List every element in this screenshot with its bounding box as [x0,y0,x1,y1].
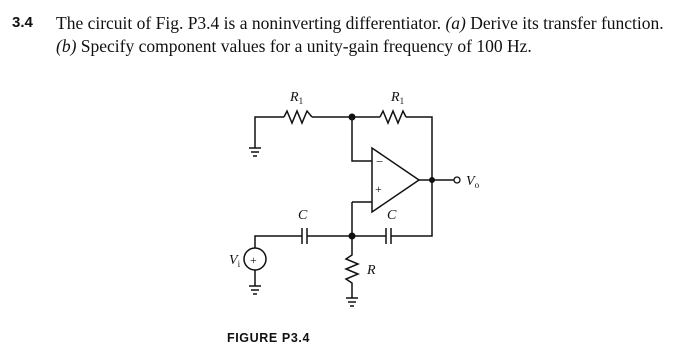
r1-right-label: $R_1$ [391,90,405,106]
c-right-label: C [387,208,397,223]
capacitor-c-left [297,228,312,244]
ground-symbol-source [249,286,261,294]
opamp-minus-sign: − [376,154,384,169]
part-b-text: Specify component values for a unity-gain frequency of 100 Hz. [76,36,532,56]
wire-node-to-c-right [352,220,381,236]
r-shunt-label: R [367,263,376,278]
wire-noninverting-input [352,202,372,220]
r1-left-label: $R_1$ [290,90,304,106]
vo-label: $V_o$ [466,174,480,190]
ground-symbol-top-left [249,148,261,156]
part-b-label: (b) [56,36,77,56]
part-a-label: (a) [445,13,466,33]
capacitor-c-right [381,228,396,244]
vi-top-wire [255,236,297,248]
vi-label: $V_i$ [229,253,241,269]
resistor-r1-left [284,111,312,123]
part-a-text: Derive its transfer function. [465,13,664,33]
figure-caption: FIGURE P3.4 [227,331,311,345]
problem-number: 3.4 [12,14,33,31]
output-terminal [454,177,460,183]
source-plus-sign: + [250,253,257,267]
resistor-r-shunt [346,236,358,298]
feedback-wire-top [406,117,432,180]
c-left-label: C [298,208,308,223]
opamp-plus-sign: + [375,182,382,196]
feedback-wire-bottom [396,180,432,236]
resistor-r1-right [380,111,406,123]
wire-inverting-input [352,117,372,161]
problem-text-intro: The circuit of Fig. P3.4 is a noninverting differentiator. [56,13,446,33]
left-ground-wire [255,117,284,148]
ground-symbol-shunt [346,298,358,306]
